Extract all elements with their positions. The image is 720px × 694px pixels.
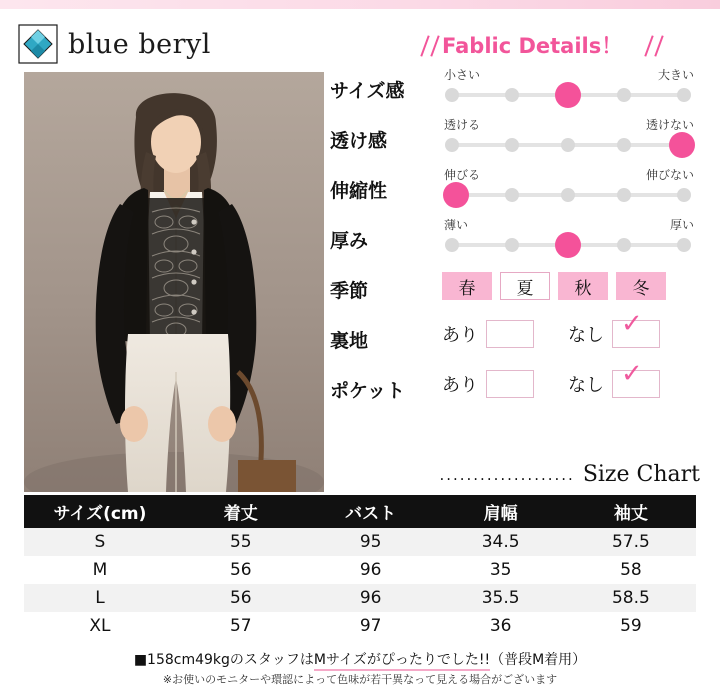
product-photo <box>24 72 324 492</box>
cell-length: 57 <box>176 612 306 640</box>
staff-note-prefix: ■158cm49kgのスタッフは <box>133 652 314 668</box>
decor-slash-left-1 <box>420 35 429 56</box>
scale-dot-5 <box>677 238 691 252</box>
size-chart-title: Size Chart <box>582 462 700 487</box>
attribute-row-stretch <box>330 166 712 216</box>
scale-dot-1-selected <box>443 182 469 208</box>
stretch-scale <box>442 166 694 216</box>
scale-caption-left: 透ける <box>444 118 481 132</box>
cell-length: 55 <box>176 528 306 556</box>
scale-caption-right: 厚い <box>669 218 694 232</box>
scale-dot-3 <box>561 138 575 152</box>
cell-length: 56 <box>176 556 306 584</box>
decor-slash-left-2 <box>430 35 439 56</box>
table-row <box>24 584 696 612</box>
season-autumn[interactable]: 秋 <box>558 272 608 300</box>
season-summer[interactable]: 夏 <box>500 272 550 300</box>
attribute-label: 透け感 <box>330 130 388 152</box>
size-chart-heading <box>439 462 700 487</box>
attribute-row-size-feel <box>330 66 712 116</box>
cell-shoulder: 34.5 <box>436 528 566 556</box>
attribute-label: ポケット <box>330 380 406 402</box>
thickness-scale <box>442 216 694 266</box>
season-spring[interactable]: 春 <box>442 272 492 300</box>
cell-shoulder: 35 <box>436 556 566 584</box>
cell-size: S <box>24 528 176 556</box>
cell-size: M <box>24 556 176 584</box>
fabric-details-title: Fablic Details！ <box>442 34 623 58</box>
top-pink-bar <box>0 0 720 9</box>
cell-sleeve: 57.5 <box>566 528 696 556</box>
staff-note-highlight: Mサイズがぴったりでした!! <box>314 652 490 671</box>
scale-dot-1 <box>445 238 459 252</box>
attribute-row-season <box>330 266 712 316</box>
lining-yes-checkbox[interactable] <box>486 320 534 348</box>
scale-dot-4 <box>617 138 631 152</box>
scale-dot-3-selected <box>555 82 581 108</box>
cell-bust: 95 <box>306 528 436 556</box>
scale-dot-3-selected <box>555 232 581 258</box>
cell-bust: 97 <box>306 612 436 640</box>
pocket-yes-checkbox[interactable] <box>486 370 534 398</box>
pocket-options <box>442 359 660 398</box>
scale-dot-5 <box>677 88 691 102</box>
cell-shoulder: 35.5 <box>436 584 566 612</box>
pocket-no-checkbox[interactable] <box>612 359 660 398</box>
scale-dot-5-selected <box>669 132 695 158</box>
lining-yes-label: あり <box>442 325 478 346</box>
scale-caption-left: 伸びる <box>444 168 481 182</box>
attribute-label: 裏地 <box>330 330 369 352</box>
scale-dot-2 <box>505 238 519 252</box>
brand-name: blue beryl <box>68 28 211 60</box>
season-options <box>442 272 666 300</box>
season-winter[interactable]: 冬 <box>616 272 666 300</box>
pocket-yes-label: あり <box>442 375 478 396</box>
beryl-gem-icon <box>16 22 60 66</box>
size-feel-scale <box>442 66 694 116</box>
header-sleeve: 袖丈 <box>566 495 696 528</box>
scale-dot-2 <box>505 188 519 202</box>
cell-shoulder: 36 <box>436 612 566 640</box>
scale-dot-2 <box>505 138 519 152</box>
decor-slash-right-1 <box>644 35 653 56</box>
scale-dot-1 <box>445 88 459 102</box>
scale-dot-4 <box>617 238 631 252</box>
scale-dot-1 <box>445 138 459 152</box>
lining-options <box>442 309 660 348</box>
scale-dot-3 <box>561 188 575 202</box>
brand-logo <box>16 22 211 66</box>
cell-length: 56 <box>176 584 306 612</box>
cell-sleeve: 58 <box>566 556 696 584</box>
scale-caption-right: 大きい <box>657 68 694 82</box>
scale-caption-right: 伸びない <box>645 168 694 182</box>
pocket-no-label: なし <box>568 375 604 396</box>
scale-dot-4 <box>617 188 631 202</box>
sheerness-scale <box>442 116 694 166</box>
staff-note-suffix: （普段M着用） <box>490 652 587 668</box>
decor-slash-right-2 <box>654 35 663 56</box>
table-row <box>24 528 696 556</box>
staff-size-note <box>0 649 720 669</box>
fabric-attributes <box>330 66 712 416</box>
scale-dot-5 <box>677 188 691 202</box>
scale-dot-2 <box>505 88 519 102</box>
attribute-row-thickness <box>330 216 712 266</box>
lining-no-checkbox[interactable] <box>612 309 660 348</box>
check-icon: ✓ <box>621 359 643 389</box>
cell-size: L <box>24 584 176 612</box>
header-shoulder: 肩幅 <box>436 495 566 528</box>
attribute-label: サイズ感 <box>330 80 405 102</box>
table-header-row <box>24 495 696 528</box>
header-length: 着丈 <box>176 495 306 528</box>
monitor-color-disclaimer: ※お使いのモニターや環認によって色味が若干異なって見える場合がございます <box>162 673 558 686</box>
cell-size: XL <box>24 612 176 640</box>
check-icon: ✓ <box>621 309 643 339</box>
fabric-details-heading <box>420 30 700 64</box>
lining-no-label: なし <box>568 325 604 346</box>
header-size: サイズ(cm) <box>24 495 176 528</box>
size-chart-table <box>24 495 696 640</box>
cell-bust: 96 <box>306 584 436 612</box>
scale-dot-4 <box>617 88 631 102</box>
scale-caption-left: 小さい <box>444 68 481 82</box>
attribute-row-pocket <box>330 359 712 416</box>
table-row <box>24 556 696 584</box>
attribute-row-lining <box>330 309 712 366</box>
cell-sleeve: 58.5 <box>566 584 696 612</box>
dotted-rule: .................... <box>439 465 575 484</box>
attribute-row-sheerness <box>330 116 712 166</box>
attribute-label: 伸縮性 <box>330 180 388 202</box>
attribute-label: 厚み <box>330 230 369 252</box>
attribute-label: 季節 <box>330 280 369 302</box>
header-bust: バスト <box>306 495 436 528</box>
table-row <box>24 612 696 640</box>
scale-caption-right: 透けない <box>645 118 694 132</box>
scale-caption-left: 薄い <box>444 218 469 232</box>
cell-bust: 96 <box>306 556 436 584</box>
cell-sleeve: 59 <box>566 612 696 640</box>
